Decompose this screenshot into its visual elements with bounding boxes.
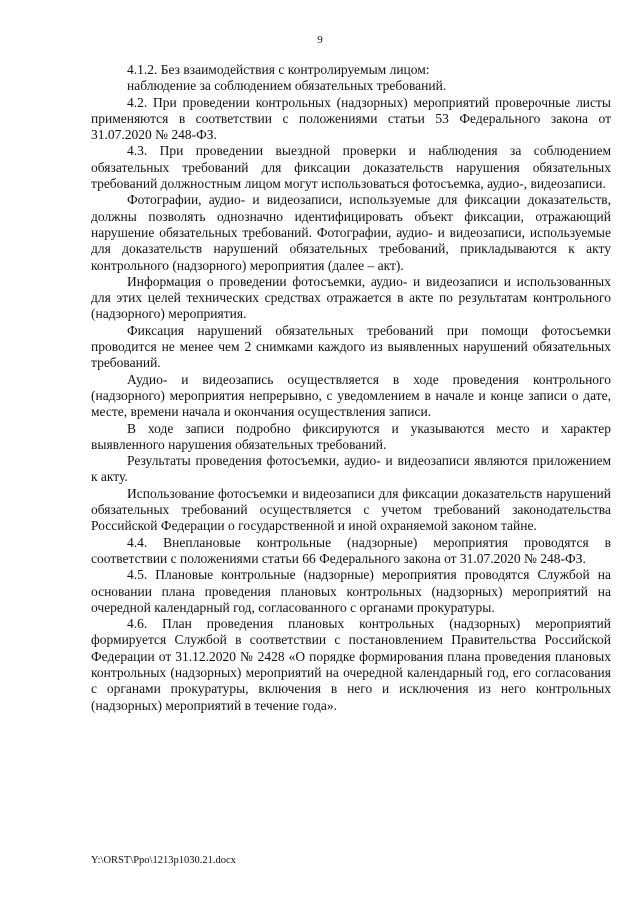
paragraph-video-recording: Аудио- и видеозапись осуществляется в ходе проведения контрольного (надзорного) мероприятия непрерывно, с уведомлением в начале и конце записи о дате, месте, времени начала и окончания осуществления записи. bbox=[91, 371, 611, 420]
paragraph-4-4: 4.4. Внеплановые контрольные (надзорные) мероприятия проводятся в соответствии с положениями статьи 66 Федерального закона от 31.07.2020 № 248-ФЗ. bbox=[91, 534, 611, 566]
paragraph-4-3: 4.3. При проведении выездной проверки и наблюдения за соблюдением обязательных требований для фиксации доказательств нарушения обязательных требований должностным лицом могут использоваться фотосъемка, аудио-, видеозаписи. bbox=[91, 143, 611, 192]
footer-file-path: Y:\ORST\Ppo\1213p1030.21.docx bbox=[91, 855, 236, 866]
paragraph-4-2: 4.2. При проведении контрольных (надзорных) мероприятий проверочные листы применяются в соответствии с положениями статьи 53 Федерального закона от 31.07.2020 № 248-ФЗ. bbox=[91, 94, 611, 143]
paragraph-results-annex: Результаты проведения фотосъемки, аудио- и видеозаписи являются приложением к акту. bbox=[91, 453, 611, 485]
paragraph-secrecy: Использование фотосъемки и видеозаписи для фиксации доказательств нарушений обязательных требований осуществляется с учетом требований законодательства Российской Федерации о государственной и иной охраняемой законом тайне. bbox=[91, 485, 611, 534]
paragraph-observation: наблюдение за соблюдением обязательных требований. bbox=[127, 78, 447, 94]
paragraph-4-5: 4.5. Плановые контрольные (надзорные) мероприятия проводятся Службой на основании плана проведения плановых контрольных (надзорных) мероприятий на очередной календарный год, согласованного с органами прокуратуры. bbox=[91, 567, 611, 615]
document-body bbox=[91, 62, 611, 714]
paragraph-technical-means: Информация о проведении фотосъемки, аудио- и видеозаписи и использованных для этих целей технических средствах отражается в акте по результатам контрольного (надзорного) мероприятия. bbox=[91, 273, 611, 322]
paragraph-photo-evidence: Фотографии, аудио- и видеозаписи, используемые для фиксации доказательств, должны позволять однозначно идентифицировать объект фиксации, отражающий нарушение обязательных требований. Фотографии, аудио- и видеозаписи, используемые для доказательств нарушений обязательных требований, прикладываются к акту контрольного (надзорного) мероприятия (далее – акт). bbox=[91, 192, 611, 273]
paragraph-photo-fixation: Фиксация нарушений обязательных требований при помощи фотосъемки проводится не менее чем 2 снимками каждого из выявленных нарушений обязательных требований. bbox=[91, 322, 611, 371]
paragraph-4-1-2: 4.1.2. Без взаимодействия с контролируемым лицом: bbox=[127, 62, 430, 77]
page-number: 9 bbox=[317, 34, 323, 46]
paragraph-4-6: 4.6. План проведения плановых контрольных (надзорных) мероприятий формируется Службой в соответствии с постановлением Правительства Российской Федерации от 31.12.2020 № 2428 «О порядке формирования плана проведения плановых контрольных (надзорных) мероприятий на очередной календарный год, его согласования с органами прокуратуры, включения в него и исключения из него контрольных (надзорных) мероприятий в течение года». bbox=[91, 616, 611, 713]
paragraph-recording-details: В ходе записи подробно фиксируются и указываются место и характер выявленного нарушения обязательных требований. bbox=[91, 420, 611, 452]
